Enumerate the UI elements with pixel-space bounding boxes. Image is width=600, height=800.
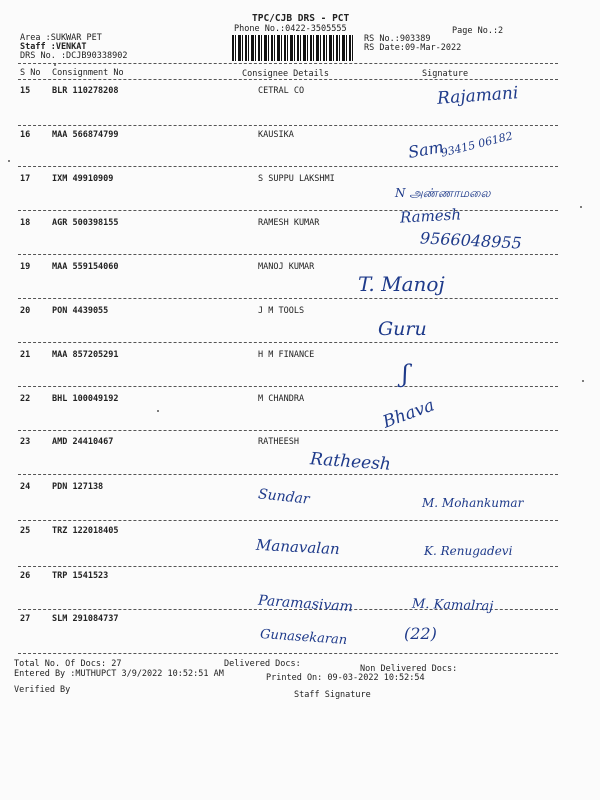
- row-consignment: MAA 857205291: [52, 350, 119, 360]
- signature-row-16: Sam: [406, 137, 446, 162]
- table-row: [0, 394, 600, 438]
- row-consignment: MAA 559154060: [52, 262, 119, 272]
- total-docs: Total No. Of Docs: 27: [14, 659, 122, 669]
- row-consignment: PON 4439055: [52, 306, 109, 316]
- signature-row-19: T. Manoj: [358, 272, 445, 296]
- entered-by: Entered By :MUTHUPCT 3/9/2022 10:52:51 AM: [14, 669, 224, 679]
- signature-row-26-name: M. Kamalraj: [411, 596, 494, 615]
- row-consignment: MAA 566874799: [52, 130, 119, 140]
- row-consignment: IXM 49910909: [52, 174, 114, 184]
- table-row: [0, 174, 600, 218]
- row-divider: [18, 342, 558, 343]
- table-row: [0, 350, 600, 394]
- signature-row-16-phone: 93415 06182: [439, 129, 514, 160]
- row-sno: 26: [20, 571, 31, 581]
- row-sno: 20: [20, 306, 31, 316]
- row-consignment: AMD 24410467: [52, 437, 114, 447]
- row-consignment: AGR 500398155: [52, 218, 119, 228]
- signature-row-22: Bhava: [380, 395, 438, 433]
- row-divider: [18, 125, 558, 126]
- signature-row-27: Gunasekaran: [259, 626, 348, 649]
- scan-speck: [582, 380, 584, 382]
- rs-date: RS Date:09-Mar-2022: [364, 43, 462, 53]
- signature-row-21: ʃ: [402, 360, 409, 388]
- row-consignee: MANOJ KUMAR: [258, 262, 315, 272]
- drs-number: DRS No. :DCJB90338902: [20, 51, 128, 61]
- row-sno: 19: [20, 262, 31, 272]
- row-consignment: TRZ 122018405: [52, 526, 119, 536]
- signature-row-27-mark: (22): [404, 624, 437, 643]
- rs-number: RS No.:903389: [364, 34, 431, 44]
- row-sno: 21: [20, 350, 31, 360]
- column-sno: S No: [20, 68, 41, 78]
- row-consignee: RAMESH KUMAR: [258, 218, 320, 228]
- column-signature: Signature: [422, 69, 469, 79]
- row-consignment: BHL 100049192: [52, 394, 119, 404]
- header-divider: [18, 63, 558, 64]
- row-consignee: M CHANDRA: [258, 394, 305, 404]
- signature-row-18-phone: 9566048955: [419, 228, 523, 253]
- delivered-docs: Delivered Docs:: [224, 659, 301, 669]
- table-row: [0, 262, 600, 306]
- row-sno: 16: [20, 130, 31, 140]
- scan-speck: [580, 206, 582, 208]
- row-sno: 24: [20, 482, 31, 492]
- row-divider: [18, 474, 558, 475]
- row-consignee: H M FINANCE: [258, 350, 315, 360]
- row-sno: 15: [20, 86, 31, 96]
- signature-row-24: Sundar: [257, 486, 311, 508]
- row-consignment: TRP 1541523: [52, 571, 109, 581]
- signature-row-20: Guru: [378, 318, 427, 340]
- row-sno: 25: [20, 526, 31, 536]
- row-consignment: SLM 291084737: [52, 614, 119, 624]
- staff-label: Staff :VENKAT: [20, 42, 87, 52]
- barcode-image: [232, 35, 354, 61]
- signature-row-23: Ratheesh: [309, 449, 392, 475]
- phone-number: Phone No.:0422-3505555: [234, 24, 347, 34]
- area-label: Area :SUKWAR PET: [20, 33, 102, 43]
- signature-row-15: Rajamani: [436, 83, 519, 109]
- row-divider: [18, 566, 558, 567]
- row-consignee: CETRAL CO: [258, 86, 305, 96]
- row-consignee: J M TOOLS: [258, 306, 305, 316]
- row-divider: [18, 298, 558, 299]
- row-sno: 18: [20, 218, 31, 228]
- signature-row-26: Paramasivam: [257, 592, 354, 616]
- signature-row-18: Ramesh: [399, 205, 462, 227]
- row-consignment: BLR 110278208: [52, 86, 119, 96]
- row-divider: [18, 166, 558, 167]
- signature-row-17: N அண்ணாமலை: [395, 186, 491, 200]
- column-consignee: Consignee Details: [242, 69, 329, 79]
- non-delivered-docs: Non Delivered Docs:: [360, 664, 458, 674]
- sheet-title: TPC/CJB DRS - PCT: [252, 13, 350, 24]
- row-divider: [18, 430, 558, 431]
- table-row: [0, 306, 600, 350]
- printed-on: Printed On: 09-03-2022 10:52:54: [266, 673, 425, 683]
- signature-row-25: Manavalan: [255, 535, 341, 559]
- row-consignee: RATHEESH: [258, 437, 299, 447]
- row-sno: 17: [20, 174, 31, 184]
- row-sno: 27: [20, 614, 31, 624]
- verified-by: Verified By: [14, 685, 71, 695]
- row-divider: [18, 520, 558, 521]
- row-consignment: PDN 127138: [52, 482, 104, 492]
- signature-row-25-name: K. Renugadevi: [424, 544, 513, 558]
- staff-signature: Staff Signature: [294, 690, 371, 700]
- row-consignee: KAUSIKA: [258, 130, 294, 140]
- row-divider: [18, 254, 558, 255]
- scan-speck: [8, 160, 10, 162]
- table-end-divider: [18, 653, 558, 654]
- row-divider: [18, 386, 558, 387]
- column-divider: [18, 79, 558, 80]
- page-number: Page No.:2: [452, 26, 504, 36]
- row-divider: [18, 210, 558, 211]
- row-sno: 23: [20, 437, 31, 447]
- row-sno: 22: [20, 394, 31, 404]
- row-consignee: S SUPPU LAKSHMI: [258, 174, 335, 184]
- signature-row-24-name: M. Mohankumar: [422, 496, 524, 510]
- column-consignment: Consignment No: [52, 68, 124, 78]
- scan-speck: [157, 410, 159, 412]
- scan-speck: [54, 64, 56, 66]
